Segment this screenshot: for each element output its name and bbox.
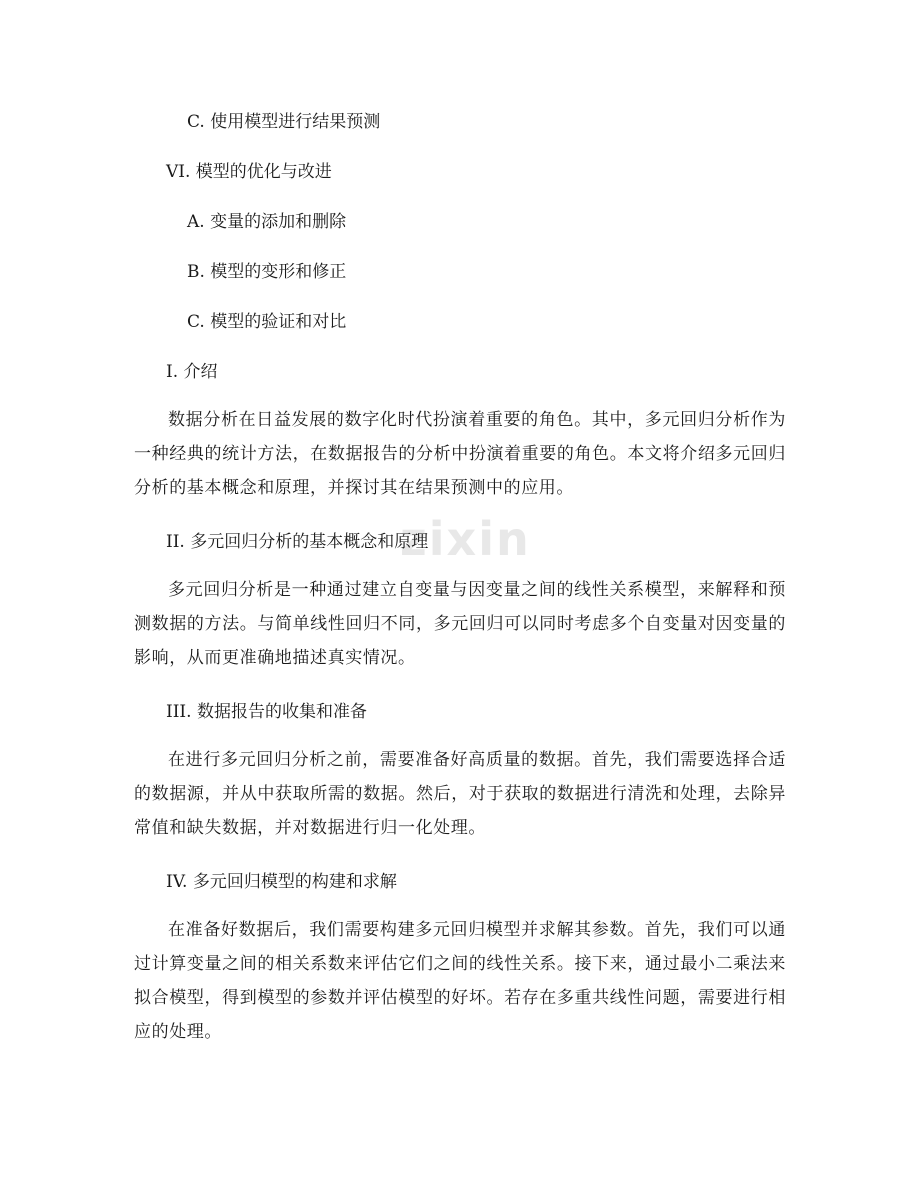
- section-heading-i: I. 介绍: [166, 362, 218, 382]
- section-heading-iii: III. 数据报告的收集和准备: [166, 702, 367, 722]
- paragraph-data-prep: 在进行多元回归分析之前，需要准备好高质量的数据。首先，我们需要选择合适的数据源，并从中获取所需的数据。然后，对于获取的数据进行清洗和处理，去除异常值和缺失数据，并对数据进行归一化处理。: [134, 750, 786, 838]
- outline-heading-vi: VI. 模型的优化与改进: [166, 162, 332, 182]
- watermark-logo: zixin: [400, 512, 531, 566]
- outline-item-b-transform: B. 模型的变形和修正: [187, 262, 347, 282]
- outline-item-a-variables: A. 变量的添加和删除: [187, 212, 347, 232]
- section-heading-iv: IV. 多元回归模型的构建和求解: [166, 872, 397, 892]
- paragraph-introduction: 数据分析在日益发展的数字化时代扮演着重要的角色。其中，多元回归分析作为一种经典的统计方法，在数据报告的分析中扮演着重要的角色。本文将介绍多元回归分析的基本概念和原理，并探讨其在结果预测中的应用。: [134, 410, 786, 498]
- paragraph-concepts: 多元回归分析是一种通过建立自变量与因变量之间的线性关系模型，来解释和预测数据的方法。与简单线性回归不同，多元回归可以同时考虑多个自变量对因变量的影响，从而更准确地描述真实情况。: [134, 580, 786, 668]
- paragraph-model-building: 在准备好数据后，我们需要构建多元回归模型并求解其参数。首先，我们可以通过计算变量之间的相关系数来评估它们之间的线性关系。接下来，通过最小二乘法来拟合模型，得到模型的参数并评估模型的好坏。若存在多重共线性问题，需要进行相应的处理。: [134, 920, 786, 1042]
- outline-item-c-validate: C. 模型的验证和对比: [187, 312, 347, 332]
- outline-item-c-predict: C. 使用模型进行结果预测: [187, 112, 381, 132]
- section-heading-ii: II. 多元回归分析的基本概念和原理: [166, 532, 429, 552]
